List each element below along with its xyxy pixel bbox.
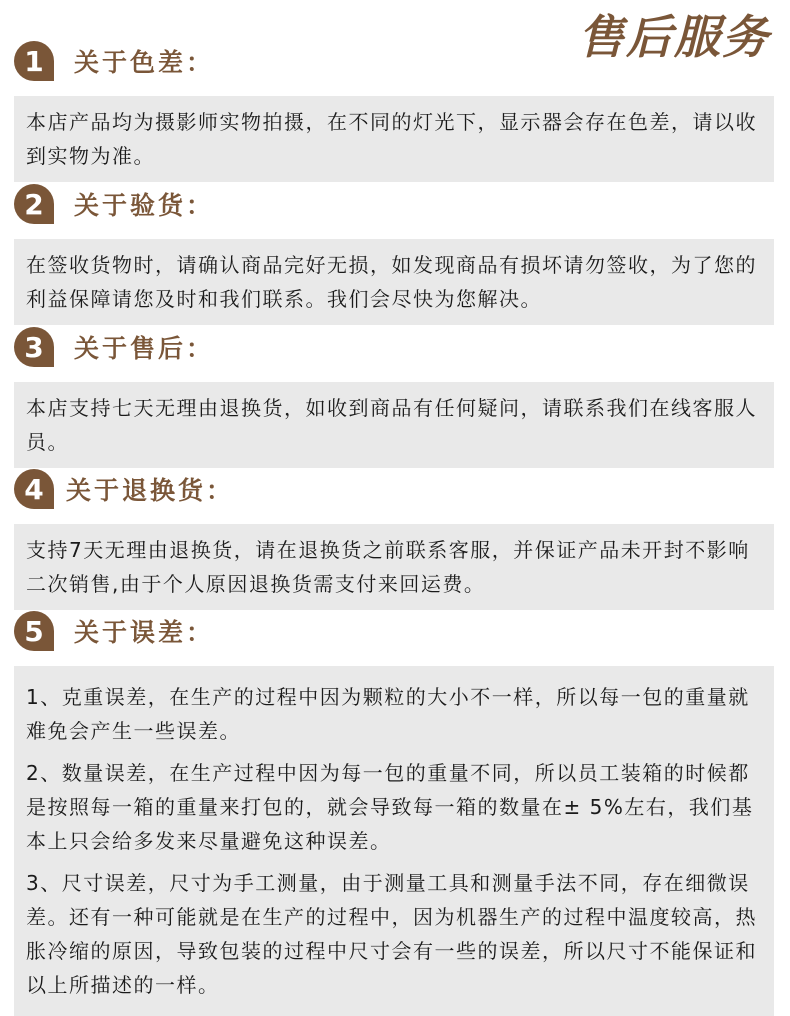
section-paragraph: 在签收货物时，请确认商品完好无损，如发现商品有损坏请勿签收，为了您的利益保障请您及时和我们联系。我们会尽快为您解决。 (26, 253, 757, 311)
error-size-paragraph: 3、尺寸误差，尺寸为手工测量，由于测量工具和测量手法不同，存在细微误差。还有一种可能就是在生产的过程中，因为机器生产的过程中温度较高，热胀冷缩的原因，导致包装的过程中尺寸会有一些的误差，所以尺寸不能保证和以上所描述的一样。 (26, 871, 757, 997)
section-body (14, 666, 774, 1016)
section-title: 关于验货： (74, 191, 215, 220)
section-number-badge: 4 (14, 469, 54, 509)
section-number-badge: 1 (14, 41, 54, 81)
section-header (14, 324, 774, 370)
page-title: 售后服务 (578, 10, 770, 64)
section-after-sales (14, 324, 774, 468)
section-body (14, 96, 774, 182)
section-body (14, 382, 774, 468)
section-title: 关于退换货： (66, 476, 235, 505)
section-title: 关于误差： (74, 618, 215, 647)
section-title: 关于色差： (74, 48, 215, 77)
section-paragraph: 本店支持七天无理由退换货，如收到商品有任何疑问，请联系我们在线客服人员。 (26, 396, 757, 454)
error-quantity-paragraph: 2、数量误差，在生产过程中因为每一包的重量不同，所以员工装箱的时候都是按照每一箱的重量来打包的，就会导致每一箱的数量在± 5%左右，我们基本上只会给多发来尽量避免这种误差。 (26, 761, 754, 853)
section-header (14, 466, 774, 512)
section-errors (14, 608, 774, 1016)
section-body (14, 239, 774, 325)
section-color-difference (14, 38, 774, 182)
error-weight-paragraph: 1、克重误差，在生产的过程中因为颗粒的大小不一样，所以每一包的重量就难免会产生一些误差。 (26, 685, 750, 743)
section-paragraph: 支持7天无理由退换货，请在退换货之前联系客服，并保证产品未开封不影响二次销售,由于个人原因退换货需支付来回运费。 (26, 538, 750, 596)
section-paragraph: 本店产品均为摄影师实物拍摄，在不同的灯光下，显示器会存在色差，请以收到实物为准。 (26, 110, 757, 168)
section-body (14, 524, 774, 610)
section-header (14, 38, 774, 84)
section-header (14, 181, 774, 227)
section-header (14, 608, 774, 654)
section-number-badge: 3 (14, 327, 54, 367)
section-number-badge: 5 (14, 611, 54, 651)
section-returns (14, 466, 774, 610)
section-number-badge: 2 (14, 184, 54, 224)
section-inspection (14, 181, 774, 325)
section-title: 关于售后： (74, 334, 215, 363)
